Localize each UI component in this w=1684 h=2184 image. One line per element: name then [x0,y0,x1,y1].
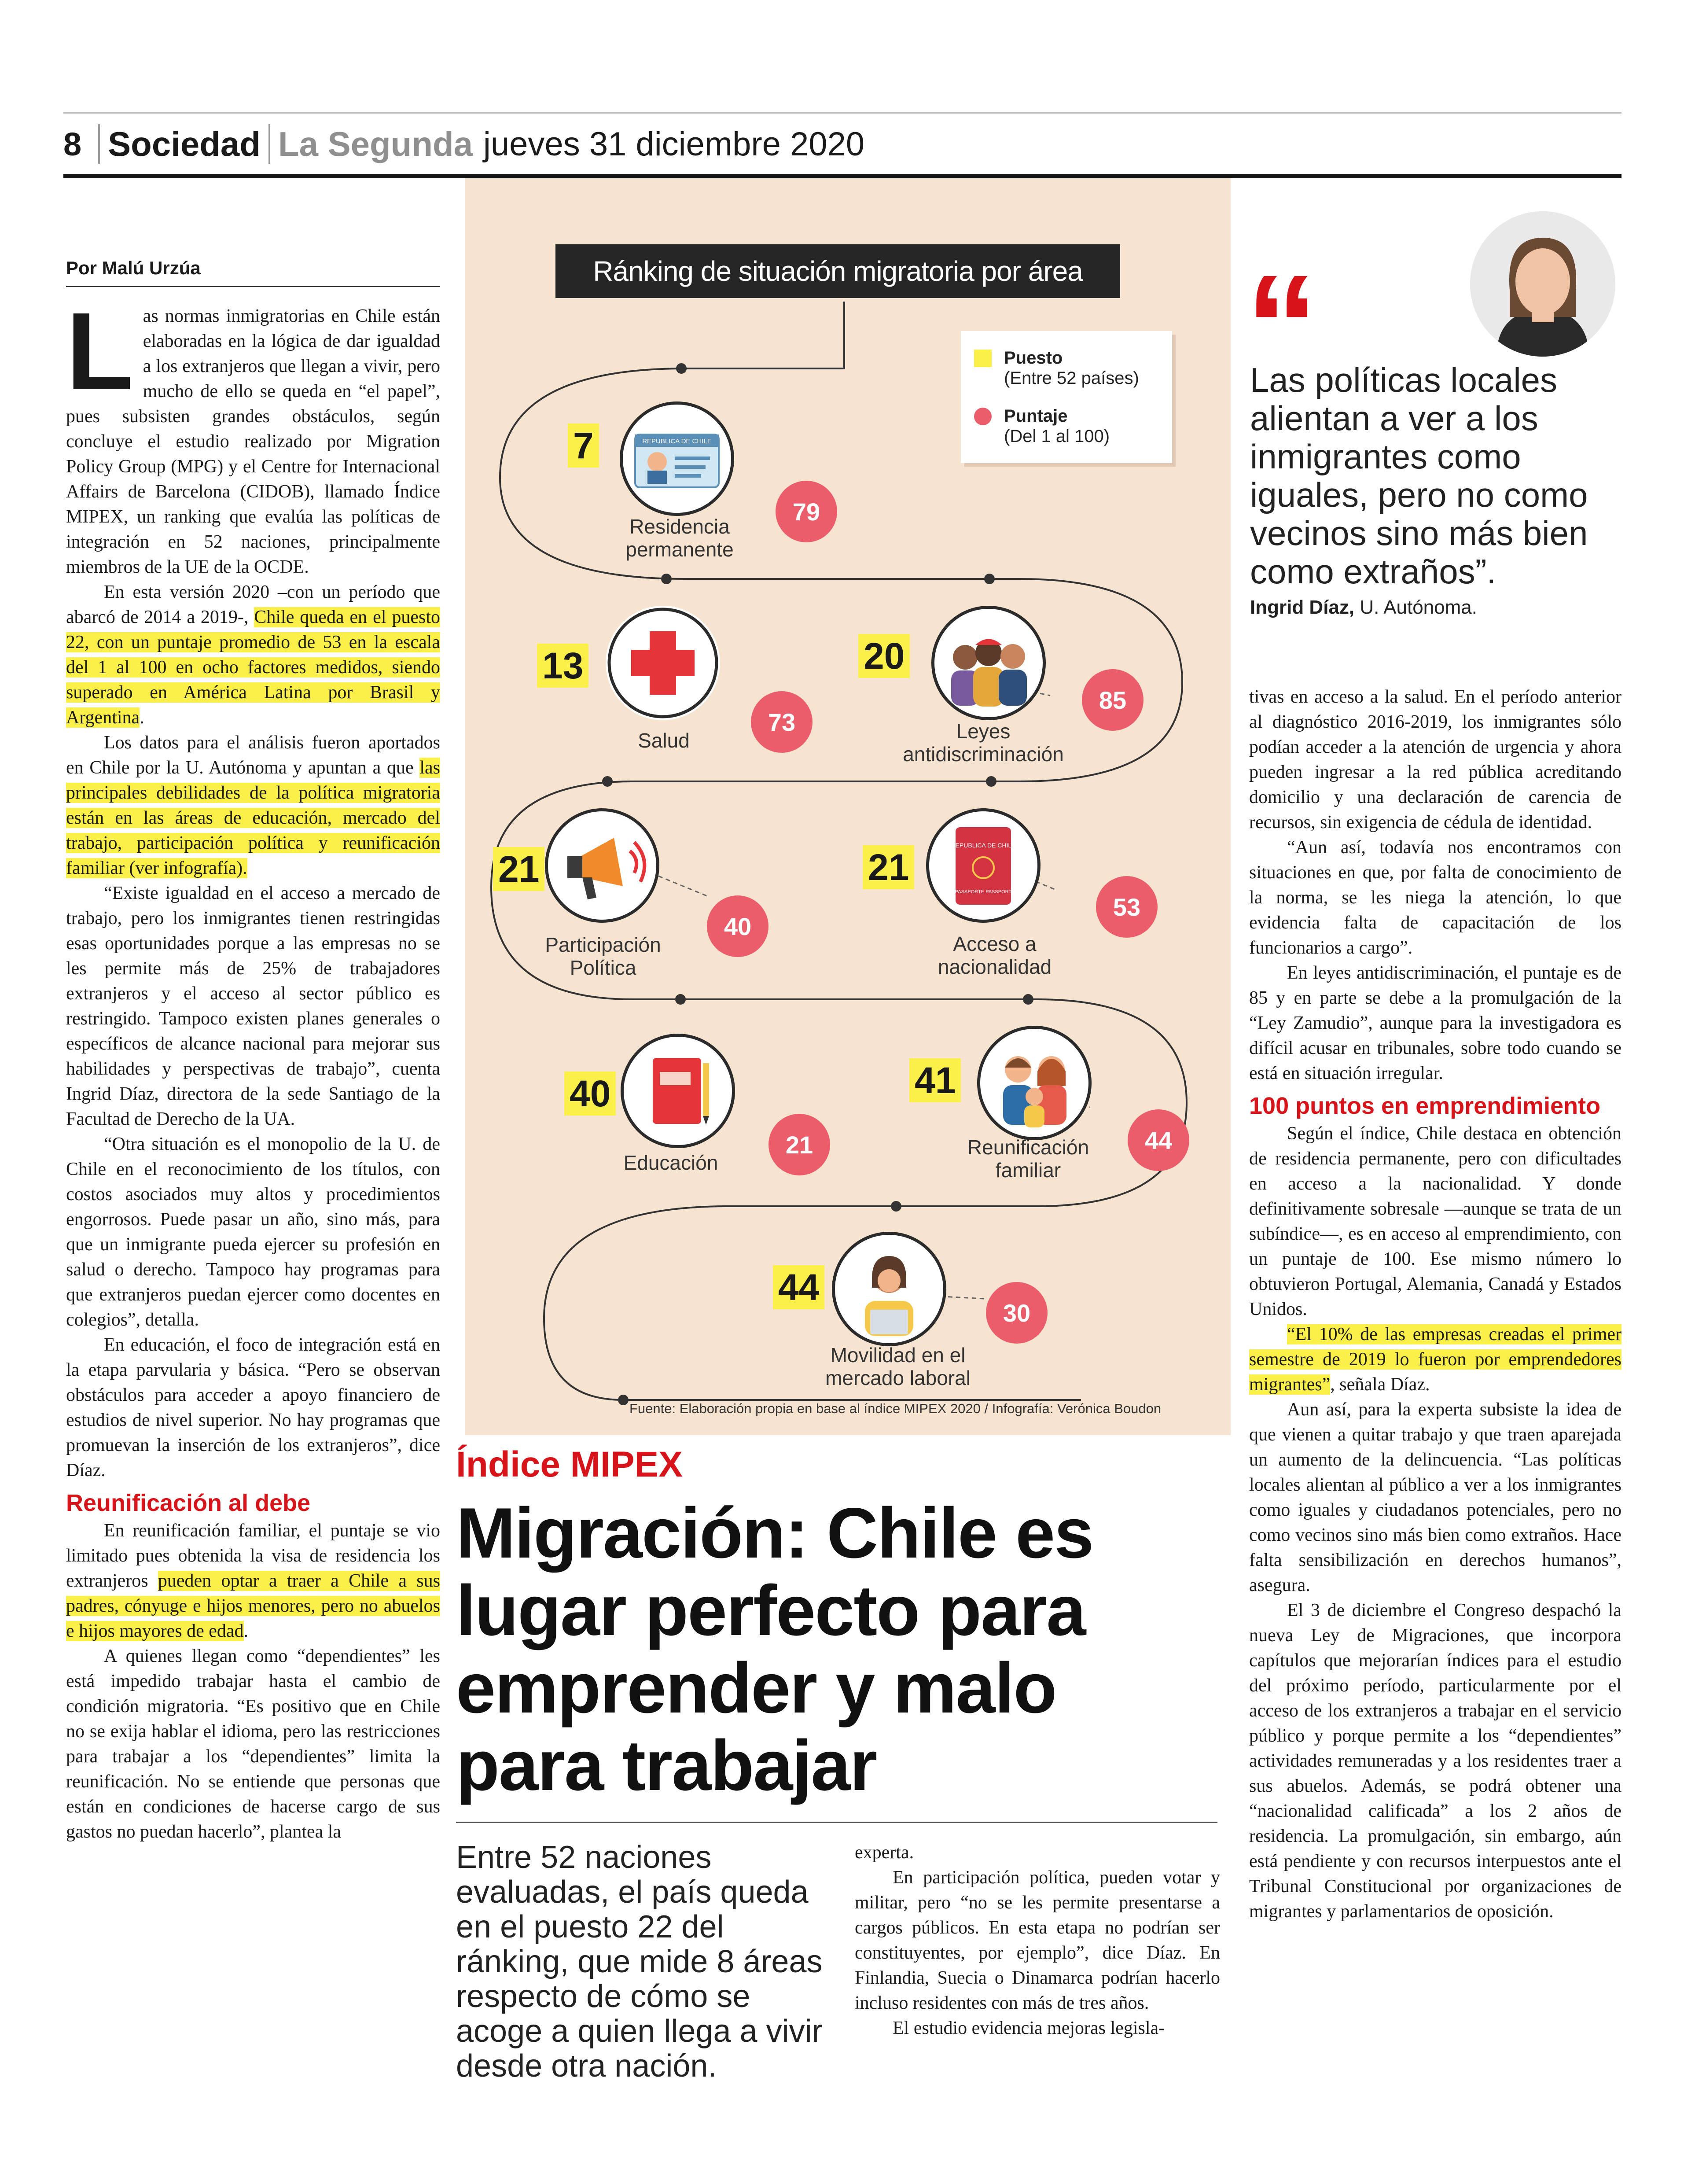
header-divider [98,124,100,164]
score-circle: 85 [1082,669,1144,731]
article-column-3 [855,1840,1220,2041]
drop-cap: L [66,290,133,412]
paragraph: Aun así, para la experta subsiste la idea de que vienen a quitar trabajo y que traen aparejada un aumento de la delincuencia. “Las políticas locales alientan al público a ver a los inmigrantes como iguales y ciudadanos potenciales, pero no como vecinos sino más bien como extraños. Hace falta sensibilización en derechos humanos”, asegura. [1249,1400,1621,1595]
legend-rank-label: Puesto [1004,348,1063,368]
section-name: Sociedad [108,124,261,163]
deck: Entre 52 naciones evaluadas, el país queda en el puesto 22 del ránking, que mide 8 áreas respecto de cómo se acoge a quien llega a vivir desde otra nación. [456,1840,823,2084]
issue-date: jueves 31 diciembre 2020 [483,125,865,163]
score-circle: 44 [1128,1109,1189,1171]
paragraph-text: En reunificación familiar, el puntaje se vio limitado pues obtenida la visa de residencia los extranjeros [66,1521,440,1591]
paragraph [66,290,440,580]
area-label: Leyes antidiscriminación [903,720,1064,766]
legend-score-sub: (Del 1 al 100) [1004,427,1110,446]
kicker: Índice MIPEX [456,1444,683,1484]
area-label: Acceso a nacionalidad [938,932,1052,978]
paragraph: experta. [855,1842,914,1863]
paragraph-text: Los datos para el análisis fueron aportados en Chile por la U. Autónoma y apuntan a que [66,733,440,778]
score-circle: 53 [1096,876,1158,938]
paragraph: Según el índice, Chile destaca en obtención de residencia permanente, pero con dificultades en acceso a la nacionalidad. Y donde definitivamente sobresale —aunque se trata de un subíndice—, es en acceso al emprendimiento, con un puntaje de 100. Ese mismo número lo obtuvieron Portugal, Alemania, Canadá y Estados Unidos. [1249,1123,1621,1319]
rank-badge: 44 [773,1265,824,1309]
paragraph-text: En esta versión 2020 –con un período que abarcó de 2014 a 2019-, [66,582,440,627]
paragraph: “Otra situación es el monopolio de la U. de Chile en el reconocimiento de los títulos, con costos asociados muy altos y procedimientos engorrosos. Puede pasar un año, sino más, para que un inmigrante pueda ejercer su profesión en salud o derecho. Tampoco hay programas para que extranjeros puedan ejercer como docentes en colegios”, detalla. [66,1134,440,1330]
rank-badge: 41 [909,1058,961,1102]
paragraph: “Aun así, todavía nos encontramos con situaciones en que, por falta de conocimiento de la norma, se les niega la atención, lo que evidencia falta de capacitación de los funcionarios a cargo”. [1249,837,1621,958]
paragraph: A quienes llegan como “dependientes” les está impedido trabajar hasta el cambio de condición migratoria. “Es positivo que en Chile no se exija hablar el idioma, pero las restricciones para trabajar a los “dependientes” limita la reunificación. No se entiende que personas que están en condiciones de hacerse cargo de sus gastos no puedan hacerlo”, plantea la [66,1646,440,1842]
score-circle: 79 [776,481,837,542]
area-label: Reunificación familiar [967,1136,1089,1182]
passport-text: REPUBLICA DE CHILE [951,842,1016,849]
area-label: Movilidad en el mercado laboral [825,1344,971,1389]
paragraph: tivas en acceso a la salud. En el período anterior al diagnóstico 2016-2019, los inmigrantes sólo podían acceder a la atención de urgencia y ahora pueden ingresar a la red pública acreditando domicilio y una declaración de carencia de recursos, sin exigencia de cédula de identidad. [1249,687,1621,832]
area-label: Salud [638,729,690,752]
rank-badge: 21 [493,847,544,891]
legend-score-swatch [974,408,992,425]
headline-rule [456,1822,1217,1823]
family-icon [977,1026,1092,1140]
rank-badge: 13 [537,644,588,688]
highlighted-text: las principales debilidades de la política migratoria están en las áreas de educación, mercado del trabajo, participación política y reunificación familiar (ver infografía). [66,758,440,878]
paragraph [66,1518,440,1644]
passport-icon [926,808,1041,923]
passport-sub-text: PASAPORTE PASSPORT [955,889,1012,895]
score-circle: 73 [751,691,813,753]
paragraph: En leyes antidiscriminación, el puntaje es de 85 y en parte se debe a la promulgación de la “Ley Zamudio”, aunque para la investigadora es difícil acusar en tribunales, sobre todo cuando se está en situación irregular. [1249,963,1621,1083]
highlighted-text: pueden optar a traer a Chile a sus padres, cónyuge e hijos menores, pero no abuelos e hijos mayores de edad [66,1571,440,1641]
byline: Por Malú Urzúa [66,258,201,278]
paragraph: El estudio evidencia mejoras legisla- [893,2018,1165,2038]
legend-rank-sub: (Entre 52 países) [1004,368,1139,388]
paragraph [66,580,440,730]
infographic-title: Ránking de situación migratoria por área [555,244,1120,298]
article-column-1 [66,290,441,1845]
paragraph: El 3 de diciembre el Congreso despachó la nueva Ley de Migraciones, que incorpora capítulos que mejorarían índices para el estudio del próximo período, particularmente por el acceso de los extranjeros a trabajar en el servicio público y porque permite a los “dependientes” actividades remuneradas y a los residentes traer a sus abuelos. Además, se podrá obtener una “nacionalidad calificada” a los 2 años de residencia. La promulgación, sin embargo, aún está pendiente y con recursos interpuestos ante el Tribunal Constitucional por organizaciones de migrantes y parlamentarios de oposición. [1249,1600,1621,1922]
score-circle: 30 [986,1282,1048,1344]
paragraph-text: . [243,1621,249,1641]
page-number: 8 [63,125,82,162]
legend-rank [977,348,1139,388]
legend-rank-swatch [974,350,992,367]
score-circle: 21 [768,1114,830,1175]
score-circle: 40 [707,895,768,957]
rank-badge: 40 [564,1072,616,1116]
pull-quote: Las políticas locales alientan a ver a los inmigrantes como iguales, pero no como vecinos sino más bien como extraños”. [1250,361,1588,591]
highlighted-text: “El 10% de las empresas creadas el primer semestre de 2019 lo fueron por emprendedores migrantes” [1249,1324,1621,1395]
paragraph-text: . [140,707,144,728]
paragraph: “Existe igualdad en el acceso a mercado de trabajo, pero los inmigrantes tienen restringidas esas oportunidades porque a las empresas no se les permite más de 25% de trabajadores extranjeros y el acceso al sector público es restringido. Tampoco existen planes generales o específicos de alcance nacional para mejorar sus habilidades y perspectivas de trabajo”, cuenta Ingrid Díaz, directora de la sede Santiago de la Facultad de Derecho de la UA. [66,883,440,1129]
quote-affiliation: U. Autónoma. [1354,597,1477,618]
area-label: Residencia permanente [625,515,734,561]
header-divider [268,124,270,164]
rank-badge: 20 [858,634,910,678]
legend-score [977,406,1110,446]
id-card-text: REPUBLICA DE CHILE [642,438,712,445]
worker-laptop-icon [832,1232,946,1346]
quote-mark: “ [1246,244,1318,407]
header-top-rule [63,112,1621,114]
area-label: Participación Política [545,933,661,979]
book-icon [621,1034,735,1148]
byline-rule [66,286,440,287]
article-column-4 [1249,685,1621,1924]
paragraph-text: , señala Díaz. [1330,1374,1430,1395]
legend-score-label: Puntaje [1004,406,1068,426]
legend [961,331,1172,463]
red-cross-icon [606,606,720,720]
headline: Migración: Chile es lugar perfecto para emprender y malo para trabajar [456,1493,1093,1805]
rank-badge: 21 [863,845,914,889]
id-card-icon [620,401,734,516]
quote-attribution [1250,597,1477,619]
highlighted-text: Chile queda en el puesto 22, con un puntaje promedio de 53 en la escala del 1 al 100 en ocho factores medidos, siendo superado en América Latina por Brasil y Argentina [66,607,441,728]
newspaper-name: La Segunda [278,124,473,163]
megaphone-icon [545,808,659,923]
paragraph: En educación, el foco de integración está en la etapa parvularia y básica. “Pero se observan obstáculos para acceder a apoyo financiero de estudios de nivel superior. No hay programas que promuevan la inserción de los extranjeros”, dice Díaz. [66,1335,440,1481]
subheading: Reunificación al debe [66,1490,311,1516]
subheading: 100 puntos en emprendimiento [1249,1093,1601,1119]
area-label: Educación [623,1151,718,1174]
rank-badge: 7 [568,424,599,468]
infographic-source: Fuente: Elaboración propia en base al índice MIPEX 2020 / Infografía: Verónica Boudon [629,1401,1162,1416]
paragraph [1249,1322,1621,1397]
paragraph: En participación política, pueden votar y militar, pero “no se les permite presentarse a cargos públicos. En esta etapa no podrían ser constituyentes, por ejemplo”, dice Díaz. En Finlandia, Suecia o Dinamarca podrían hacerlo incluso residentes con más de tres años. [855,1867,1220,2013]
diverse-people-icon [931,606,1046,720]
paragraph-text: as normas inmigratorias en Chile están elaboradas en la lógica de dar igualdad a los extranjeros que llegan a vivir, pero mucho de ello se queda en “el papel”, pues subsisten grandes obstáculos, según concluye el estudio realizado por Migration Policy Group (MPG) y el Centre for Internacional Affairs de Barcelona (CIDOB), llamado Índice MIPEX, un ranking que evalúa las políticas de integración en 52 naciones, principalmente miembros de la UE de la OCDE. [66,306,440,577]
paragraph [66,730,440,881]
header-rule [63,174,1621,178]
page-header [63,115,864,173]
avatar [1470,211,1615,357]
quote-name: Ingrid Díaz, [1250,597,1355,618]
